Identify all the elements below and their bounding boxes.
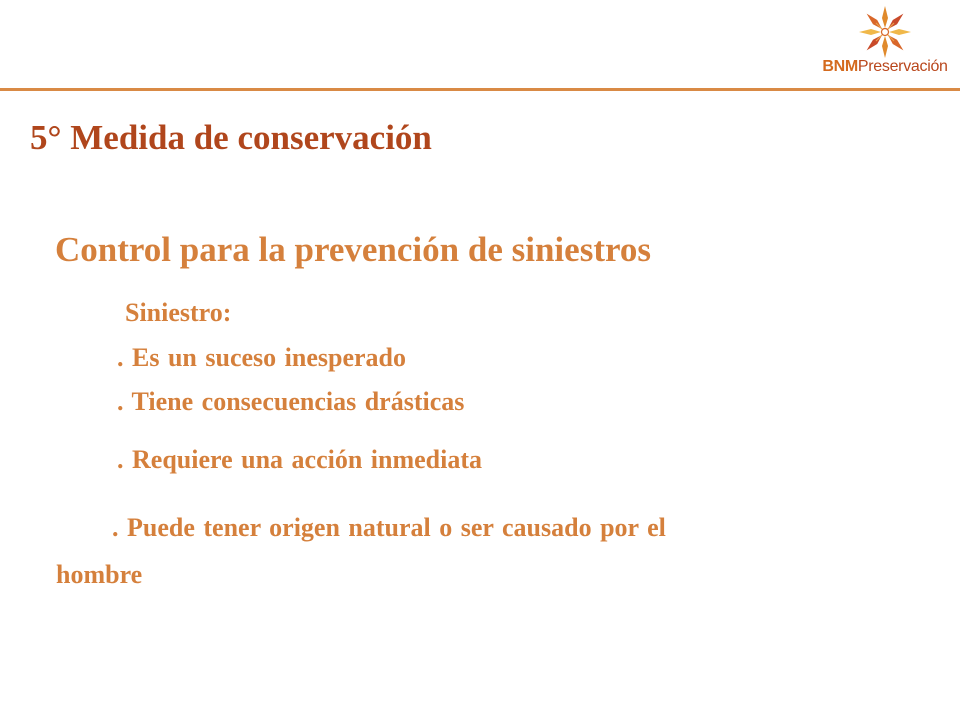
logo-brand-rest: Preservación bbox=[857, 58, 948, 75]
bullet-item: . Requiere una acción inmediata bbox=[117, 445, 483, 474]
flower-star-logo-icon bbox=[856, 4, 914, 60]
bullet-item-continuation: hombre bbox=[56, 560, 143, 589]
bullet-item: . Puede tener origen natural o ser causado por el bbox=[112, 513, 666, 542]
header-divider bbox=[0, 88, 960, 91]
bnm-preservacion-logo bbox=[818, 4, 952, 84]
logo-wordmark bbox=[818, 58, 952, 76]
bullet-item: . Es un suceso inesperado bbox=[117, 343, 406, 372]
logo-brand-bold: BNM bbox=[822, 58, 858, 75]
term-label: Siniestro: bbox=[125, 298, 232, 327]
section-title: 5° Medida de conservación bbox=[30, 118, 432, 157]
bullet-item: . Tiene consecuencias drásticas bbox=[117, 387, 465, 416]
main-heading: Control para la prevención de siniestros bbox=[55, 230, 651, 269]
